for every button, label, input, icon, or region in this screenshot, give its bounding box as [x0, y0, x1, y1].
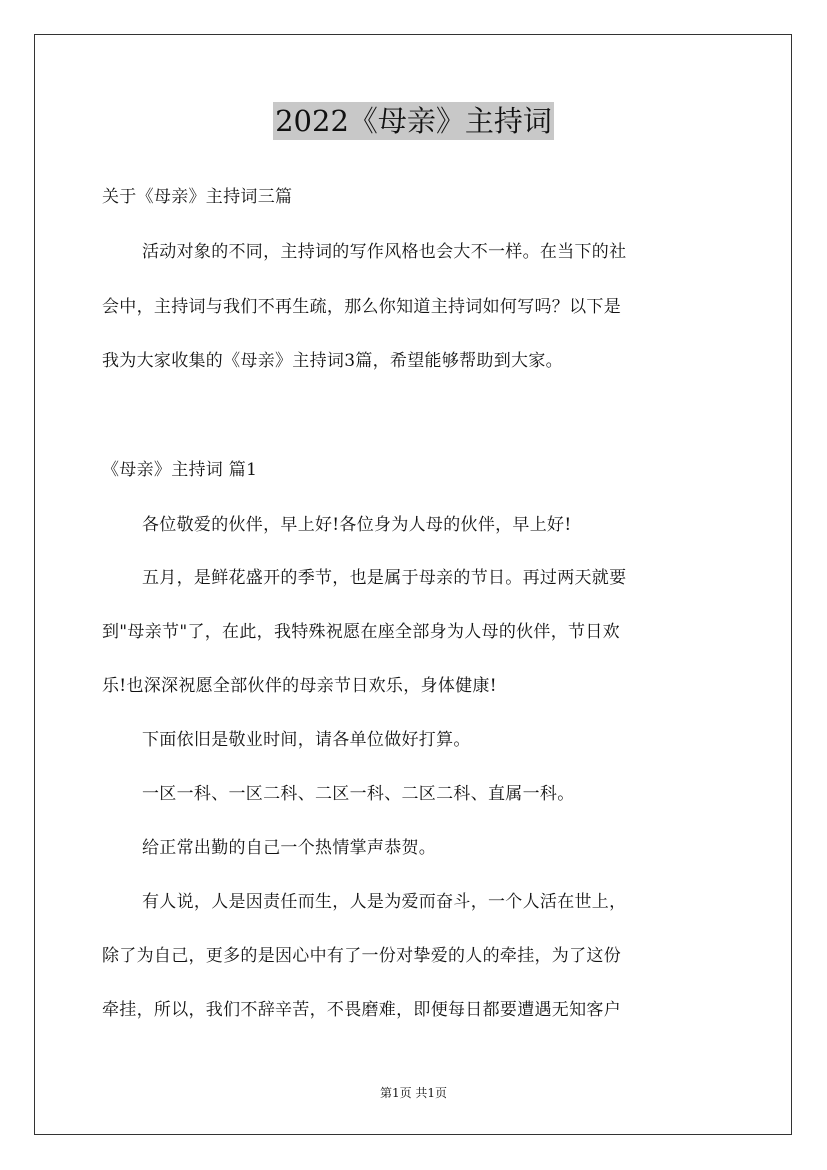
body-line-9: 除了为自己，更多的是因心中有了一份对挚爱的人的牵挂，为了这份: [102, 946, 621, 966]
body-line-4: 乐!也深深祝愿全部伙伴的母亲节日欢乐，身体健康!: [102, 676, 497, 696]
intro-line-1: 活动对象的不同，主持词的写作风格也会大不一样。在当下的社: [142, 242, 627, 262]
subtitle: 关于《母亲》主持词三篇: [102, 187, 293, 207]
body-line-7: 给正常出勤的自己一个热情掌声恭贺。: [142, 838, 437, 858]
document-title: 2022《母亲》主持词: [275, 104, 552, 138]
body-line-10: 牵挂，所以，我们不辞辛苦，不畏磨难，即便每日都要遭遇无知客户: [102, 1000, 621, 1020]
body-line-1: 各位敬爱的伙伴，早上好!各位身为人母的伙伴，早上好!: [142, 515, 572, 535]
document-title-wrap: [0, 101, 827, 141]
body-line-8: 有人说，人是因责任而生，人是为爱而奋斗，一个人活在世上，: [142, 892, 627, 912]
intro-line-2: 会中，主持词与我们不再生疏，那么你知道主持词如何写吗？以下是: [102, 297, 621, 317]
body-line-3: 到"母亲节"了，在此，我特殊祝愿在座全部身为人母的伙伴，节日欢: [102, 622, 620, 642]
section-heading: 《母亲》主持词 篇1: [102, 460, 258, 480]
body-line-5: 下面依旧是敬业时间，请各单位做好打算。: [142, 730, 471, 750]
page-footer: 第1页 共1页: [379, 1086, 448, 1100]
body-line-6: 一区一科、一区二科、二区一科、二区二科、直属一科。: [142, 784, 575, 804]
intro-line-3: 我为大家收集的《母亲》主持词3篇，希望能够帮助到大家。: [102, 351, 563, 371]
body-line-2: 五月，是鲜花盛开的季节，也是属于母亲的节日。再过两天就要: [142, 568, 627, 588]
